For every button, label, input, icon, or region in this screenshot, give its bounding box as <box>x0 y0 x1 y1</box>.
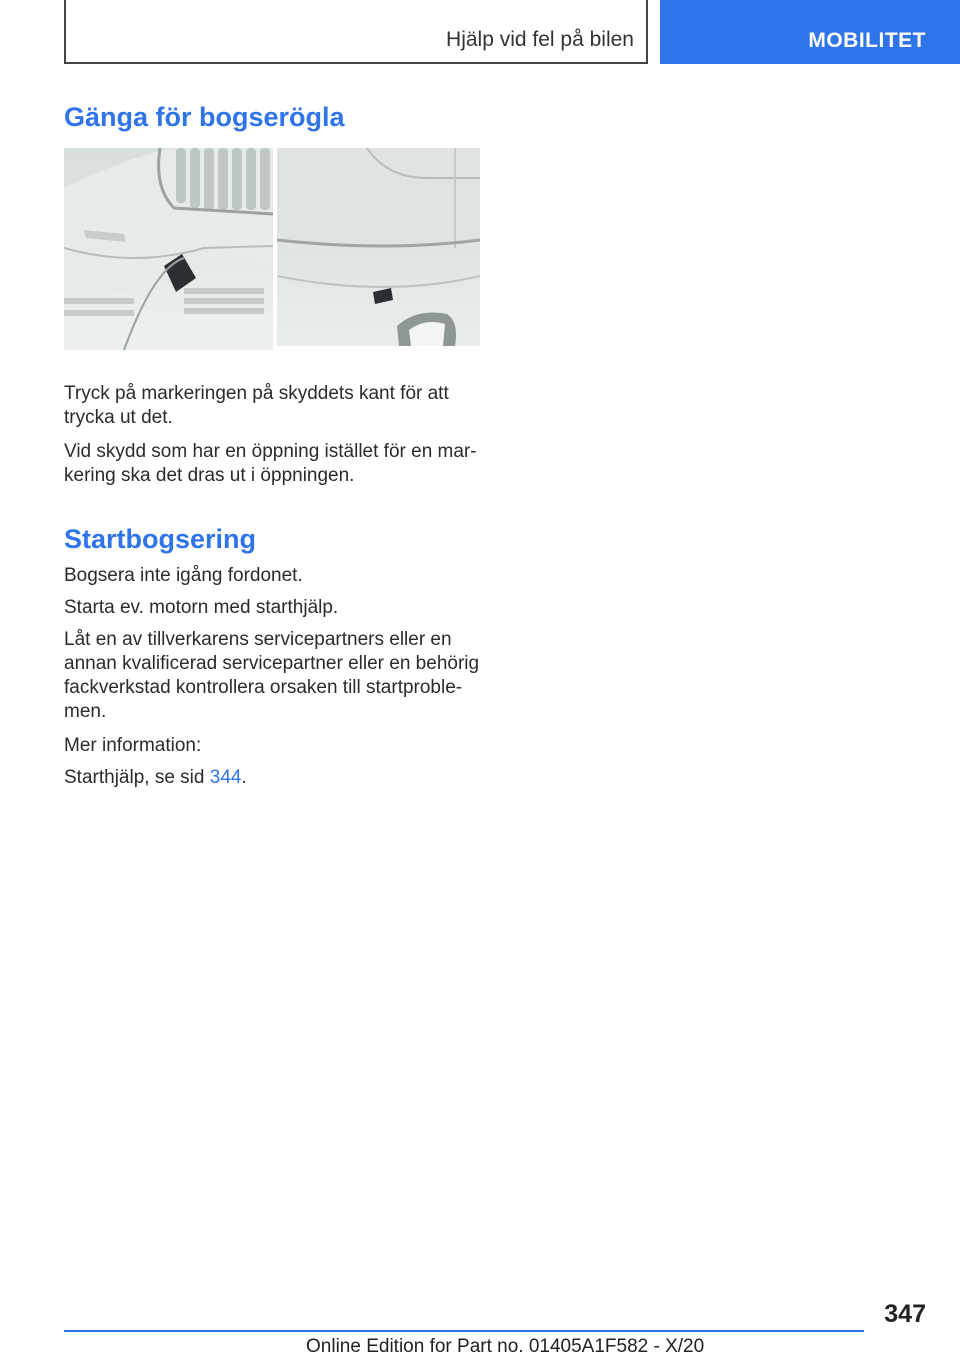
header-section-title: Hjälp vid fel på bilen <box>446 28 634 51</box>
footer-divider <box>64 1330 864 1332</box>
heading-tow-eye-thread: Gänga för bogserögla <box>64 102 345 132</box>
page-number: 347 <box>884 1300 926 1328</box>
header-chapter-tab-label: MOBILITET <box>808 29 926 52</box>
reference-prefix: Starthjälp, se sid <box>64 767 210 788</box>
paragraph-service-partner: Låt en av tillverkarens servicepartners eller en annan kvalificerad servicepartner eller en behörig fackverkstad kontrollera orsaken till startproble-men. <box>64 629 480 722</box>
footer-edition-text: Online Edition for Part no. 01405A1F582 - X/20 <box>306 1336 705 1357</box>
paragraph-more-info: Mer information: <box>64 735 202 756</box>
paragraph-jump-start: Starta ev. motorn med starthjälp. <box>64 597 339 618</box>
paragraph-press-marking: Tryck på markeringen på skyddets kant för att trycka ut det. <box>64 383 449 428</box>
heading-tow-start: Startbogsering <box>64 524 257 554</box>
paragraph-pull-opening: Vid skydd som har en öppning istället för en mar-kering ska det dras ut i öppningen. <box>64 441 477 486</box>
header-chapter-tab[interactable] <box>660 0 960 64</box>
paragraph-do-not-tow-start: Bogsera inte igång fordonet. <box>64 565 303 586</box>
paragraph-jump-start-reference <box>64 766 484 790</box>
figure-rear-bumper-cover <box>277 148 480 346</box>
figure-front-bumper-cover <box>64 148 273 350</box>
reference-suffix: . <box>241 767 247 788</box>
header-section-box <box>64 0 648 64</box>
page-reference-link[interactable]: 344 <box>209 767 242 788</box>
